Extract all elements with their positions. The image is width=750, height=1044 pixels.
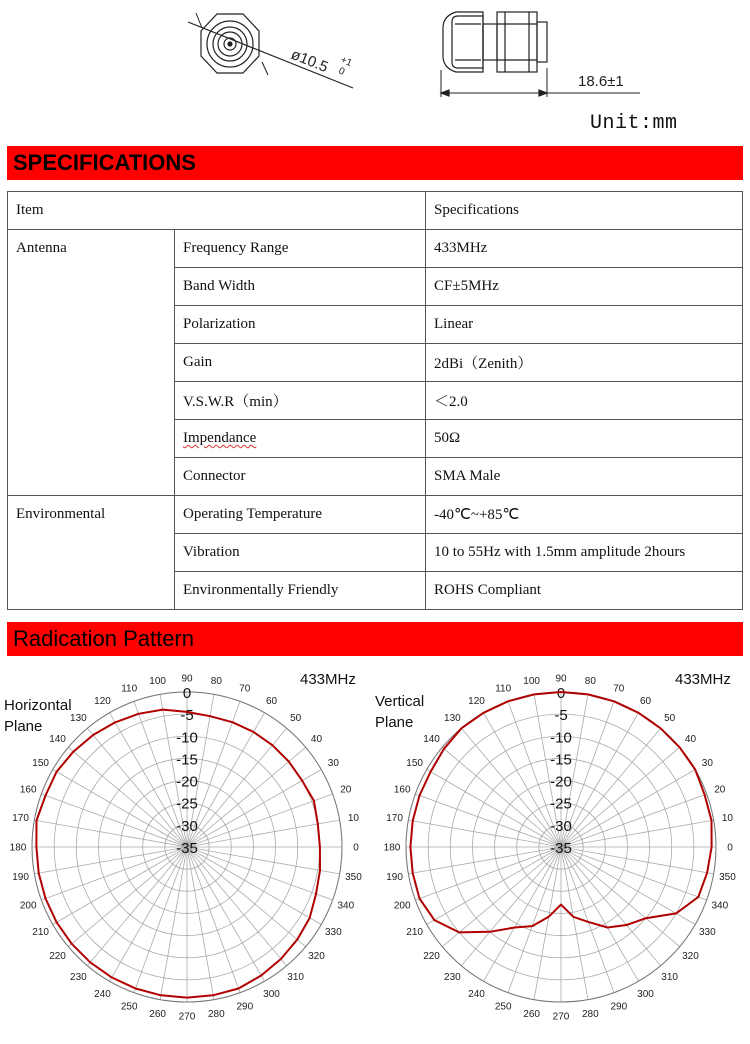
angle-tick-label: 210 (32, 927, 49, 938)
angle-tick-label: 300 (263, 988, 280, 1000)
chart-title-line-1: Horizontal (4, 697, 72, 714)
angle-tick-label: 40 (310, 733, 323, 745)
spec-name: Polarization (175, 306, 426, 344)
angle-tick-label: 50 (664, 713, 676, 725)
chart-title-line-1: Vertical (375, 693, 425, 710)
chart-title-line-2: Plane (375, 714, 414, 731)
angle-tick-label: 150 (406, 758, 423, 769)
spec-name: Connector (175, 458, 426, 496)
angle-tick-label: 110 (495, 683, 512, 695)
header-specifications: Specifications (426, 192, 743, 230)
radial-tick-label: -20 (176, 773, 198, 791)
angle-tick-label: 90 (555, 673, 567, 685)
radial-tick-label: -5 (180, 707, 194, 725)
diameter-tolerance-lower: 0 (336, 65, 347, 78)
angle-tick-label: 0 (727, 842, 733, 854)
angle-tick-label: 130 (70, 713, 87, 725)
angle-tick-label: 340 (337, 900, 355, 912)
radiation-pattern-banner: Radication Pattern (7, 622, 743, 656)
angle-tick-label: 230 (70, 971, 87, 983)
length-label: 18.6±1 (578, 73, 624, 90)
angle-tick-label: 40 (684, 733, 697, 745)
angle-tick-label: 140 (49, 733, 66, 745)
spec-value: 2dBi（Zenith） (426, 344, 743, 382)
angle-tick-label: 130 (444, 713, 461, 725)
unit-label: Unit:mm (590, 112, 678, 135)
spec-name: V.S.W.R（min） (175, 382, 426, 420)
angle-tick-label: 310 (661, 971, 678, 983)
angle-tick-label: 330 (699, 927, 716, 938)
frequency-label: 433MHz (300, 671, 356, 688)
angle-tick-label: 60 (639, 696, 652, 708)
angle-tick-label: 290 (236, 1001, 254, 1013)
diameter-tolerance-upper: +1 (338, 54, 354, 70)
radial-tick-label: -35 (176, 840, 198, 857)
angle-tick-label: 80 (584, 676, 596, 688)
angle-tick-label: 280 (208, 1008, 225, 1020)
spec-name: Environmentally Friendly (175, 572, 426, 610)
radial-tick-label: -30 (176, 817, 198, 835)
angle-tick-label: 340 (711, 900, 729, 912)
angle-tick-label: 110 (121, 683, 138, 695)
spec-name (175, 420, 426, 458)
radial-tick-label: -15 (550, 751, 572, 769)
connector-end-view (188, 13, 353, 88)
angle-tick-label: 290 (610, 1001, 628, 1013)
radial-tick-label: -10 (550, 729, 572, 747)
category-environmental: Environmental (8, 496, 175, 610)
spec-value: CF±5MHz (426, 268, 743, 306)
angle-tick-label: 200 (19, 900, 37, 912)
angle-tick-label: 250 (494, 1001, 512, 1013)
angle-tick-label: 100 (149, 676, 166, 688)
angle-tick-label: 120 (94, 696, 111, 708)
specifications-table (7, 191, 743, 610)
angle-tick-label: 310 (287, 971, 304, 983)
angle-tick-label: 200 (393, 900, 411, 912)
angle-tick-label: 260 (523, 1008, 540, 1020)
radial-tick-label: -35 (550, 840, 572, 857)
angle-tick-label: 150 (32, 758, 49, 769)
radial-tick-label: -25 (550, 795, 572, 813)
spec-value: ROHS Compliant (426, 572, 743, 610)
spec-value: ＜2.0 (426, 382, 743, 420)
chart-title-line-2: Plane (4, 718, 43, 735)
angle-tick-label: 70 (613, 683, 625, 695)
spec-name: Band Width (175, 268, 426, 306)
angle-tick-label: 20 (714, 784, 726, 796)
angle-tick-label: 190 (386, 871, 403, 883)
table-header-row (8, 192, 743, 230)
spec-value: 10 to 55Hz with 1.5mm amplitude 2hours (426, 534, 743, 572)
spec-name: Frequency Range (175, 230, 426, 268)
angle-tick-label: 160 (393, 784, 411, 796)
angle-tick-label: 120 (468, 696, 485, 708)
radial-tick-label: -5 (554, 707, 568, 725)
angle-tick-label: 140 (423, 733, 440, 745)
angle-tick-label: 230 (444, 971, 461, 983)
radial-tick-label: -25 (176, 795, 198, 813)
radial-tick-label: -15 (176, 751, 198, 769)
angle-tick-label: 30 (701, 758, 713, 769)
angle-tick-label: 10 (347, 813, 359, 825)
angle-tick-label: 320 (682, 951, 699, 963)
angle-tick-label: 60 (265, 696, 278, 708)
angle-tick-label: 350 (719, 871, 736, 883)
angle-tick-label: 70 (239, 683, 251, 695)
radial-tick-label: 0 (556, 685, 566, 702)
angle-tick-label: 210 (406, 927, 423, 938)
angle-tick-label: 220 (49, 951, 66, 963)
radial-tick-label: -20 (550, 773, 572, 791)
angle-tick-label: 280 (582, 1008, 599, 1020)
spec-name-text: Impendance (183, 430, 257, 446)
radial-tick-label: -30 (550, 817, 572, 835)
angle-tick-label: 350 (345, 871, 362, 883)
angle-tick-label: 50 (290, 713, 302, 725)
angle-tick-label: 180 (383, 842, 401, 854)
spec-value: Linear (426, 306, 743, 344)
angle-tick-label: 250 (120, 1001, 138, 1013)
table-row (8, 230, 743, 268)
angle-tick-label: 0 (353, 842, 359, 854)
radial-tick-label: -10 (176, 729, 198, 747)
angle-tick-label: 320 (308, 951, 325, 963)
angle-tick-label: 220 (423, 951, 440, 963)
spec-name: Operating Temperature (175, 496, 426, 534)
table-row (8, 496, 743, 534)
spec-value: 50Ω (426, 420, 743, 458)
angle-tick-label: 90 (181, 673, 193, 685)
angle-tick-label: 10 (721, 813, 733, 825)
header-item: Item (8, 192, 426, 230)
horizontal-plane-polar-chart (0, 660, 375, 1044)
angle-tick-label: 160 (19, 784, 37, 796)
spec-value: 433MHz (426, 230, 743, 268)
angle-tick-label: 170 (12, 813, 29, 825)
frequency-label: 433MHz (675, 671, 731, 688)
spec-value: -40℃~+85℃ (426, 496, 743, 534)
angle-tick-label: 30 (327, 758, 339, 769)
angle-tick-label: 190 (12, 871, 29, 883)
angle-tick-label: 100 (523, 676, 540, 688)
angle-tick-label: 270 (178, 1011, 196, 1023)
radial-tick-label: 0 (182, 685, 192, 702)
angle-tick-label: 20 (340, 784, 352, 796)
specifications-banner: SPECIFICATIONS (7, 146, 743, 180)
angle-tick-label: 330 (325, 927, 342, 938)
angle-tick-label: 300 (637, 988, 654, 1000)
vertical-plane-polar-chart (375, 660, 750, 1044)
angle-tick-label: 80 (210, 676, 222, 688)
angle-tick-label: 180 (9, 842, 27, 854)
spec-name: Vibration (175, 534, 426, 572)
spec-value: SMA Male (426, 458, 743, 496)
category-antenna: Antenna (8, 230, 175, 496)
angle-tick-label: 270 (552, 1011, 570, 1023)
angle-tick-label: 170 (386, 813, 403, 825)
diameter-label: ø10.5 (288, 45, 331, 77)
angle-tick-label: 240 (94, 988, 111, 1000)
spec-name: Gain (175, 344, 426, 382)
angle-tick-label: 240 (468, 988, 485, 1000)
angle-tick-label: 260 (149, 1008, 166, 1020)
